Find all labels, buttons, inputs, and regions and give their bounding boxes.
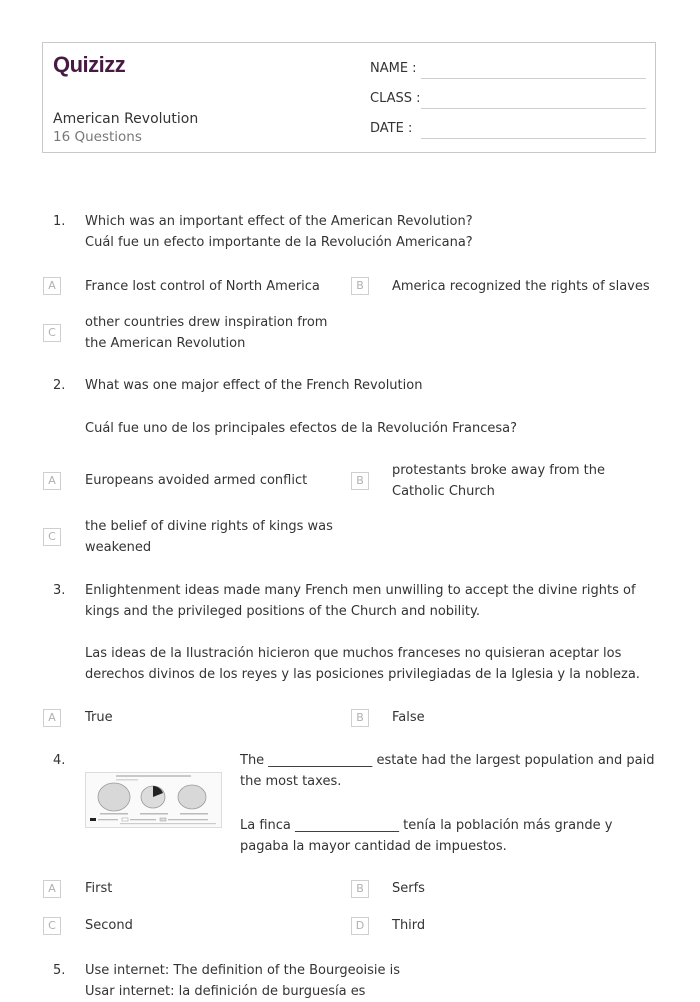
question-number: 2.	[53, 378, 66, 393]
question-text: the most taxes.	[240, 774, 342, 789]
question-count: 16 Questions	[53, 129, 142, 145]
question-text: Which was an important effect of the American Revolution?	[85, 214, 473, 229]
question-text: Enlightenment ideas made many French men unwilling to accept the divine rights of	[85, 583, 636, 598]
estates-pie-chart-image	[86, 773, 221, 827]
class-label: CLASS :	[370, 91, 421, 106]
answer-option: Serfs	[392, 881, 425, 896]
question-number: 4.	[53, 753, 66, 768]
question-number: 3.	[53, 583, 66, 598]
question-text: La finca ________________ tenía la población más grande y	[240, 818, 613, 833]
question-text: The ________________ estate had the largest population and paid	[240, 753, 655, 768]
answer-option: France lost control of North America	[85, 279, 320, 294]
worksheet-title: American Revolution	[53, 111, 199, 127]
option-letter-a: A	[43, 709, 61, 727]
name-field[interactable]	[421, 78, 646, 79]
answer-option: True	[85, 710, 113, 725]
option-letter-b: B	[351, 277, 369, 295]
answer-option: America recognized the rights of slaves	[392, 279, 650, 294]
option-letter-c: C	[43, 324, 61, 342]
question-image	[85, 772, 222, 828]
name-label: NAME :	[370, 61, 417, 76]
question-text: Use internet: The definition of the Bourgeoisie is	[85, 963, 401, 978]
question-text: Usar internet: la definición de burguesía es	[85, 984, 366, 999]
answer-option: weakened	[85, 540, 152, 555]
question-number: 1.	[53, 214, 66, 229]
question-text: Cuál fue un efecto importante de la Revolución Americana?	[85, 235, 473, 250]
option-letter-b: B	[351, 709, 369, 727]
answer-option: protestants broke away from the	[392, 463, 606, 478]
option-letter-c: C	[43, 528, 61, 546]
question-text: derechos divinos de los reyes y las posiciones privilegiadas de la Iglesia y la nobleza.	[85, 667, 640, 682]
answer-option: Third	[392, 918, 426, 933]
option-letter-b: B	[351, 472, 369, 490]
option-letter-a: A	[43, 472, 61, 490]
class-field[interactable]	[421, 108, 646, 109]
question-number: 5.	[53, 963, 66, 978]
date-label: DATE :	[370, 121, 413, 136]
answer-option: the American Revolution	[85, 336, 246, 351]
question-text: Las ideas de la Ilustración hicieron que muchos franceses no quisieran aceptar los	[85, 646, 622, 661]
answer-option: other countries drew inspiration from	[85, 315, 328, 330]
option-letter-c: C	[43, 917, 61, 935]
date-field[interactable]	[421, 138, 646, 139]
answer-option: Europeans avoided armed conflict	[85, 473, 308, 488]
answer-option: False	[392, 710, 425, 725]
question-text: pagaba la mayor cantidad de impuestos.	[240, 839, 507, 854]
quizizz-logo: Quizizz	[53, 52, 126, 77]
question-text: Cuál fue uno de los principales efectos de la Revolución Francesa?	[85, 421, 517, 436]
question-text: kings and the privileged positions of the Church and nobility.	[85, 604, 480, 619]
question-text: What was one major effect of the French Revolution	[85, 378, 423, 393]
option-letter-b: B	[351, 880, 369, 898]
answer-option: First	[85, 881, 113, 896]
answer-option: Second	[85, 918, 133, 933]
option-letter-a: A	[43, 880, 61, 898]
option-letter-a: A	[43, 277, 61, 295]
option-letter-d: D	[351, 917, 369, 935]
answer-option: the belief of divine rights of kings was	[85, 519, 333, 534]
answer-option: Catholic Church	[392, 484, 495, 499]
